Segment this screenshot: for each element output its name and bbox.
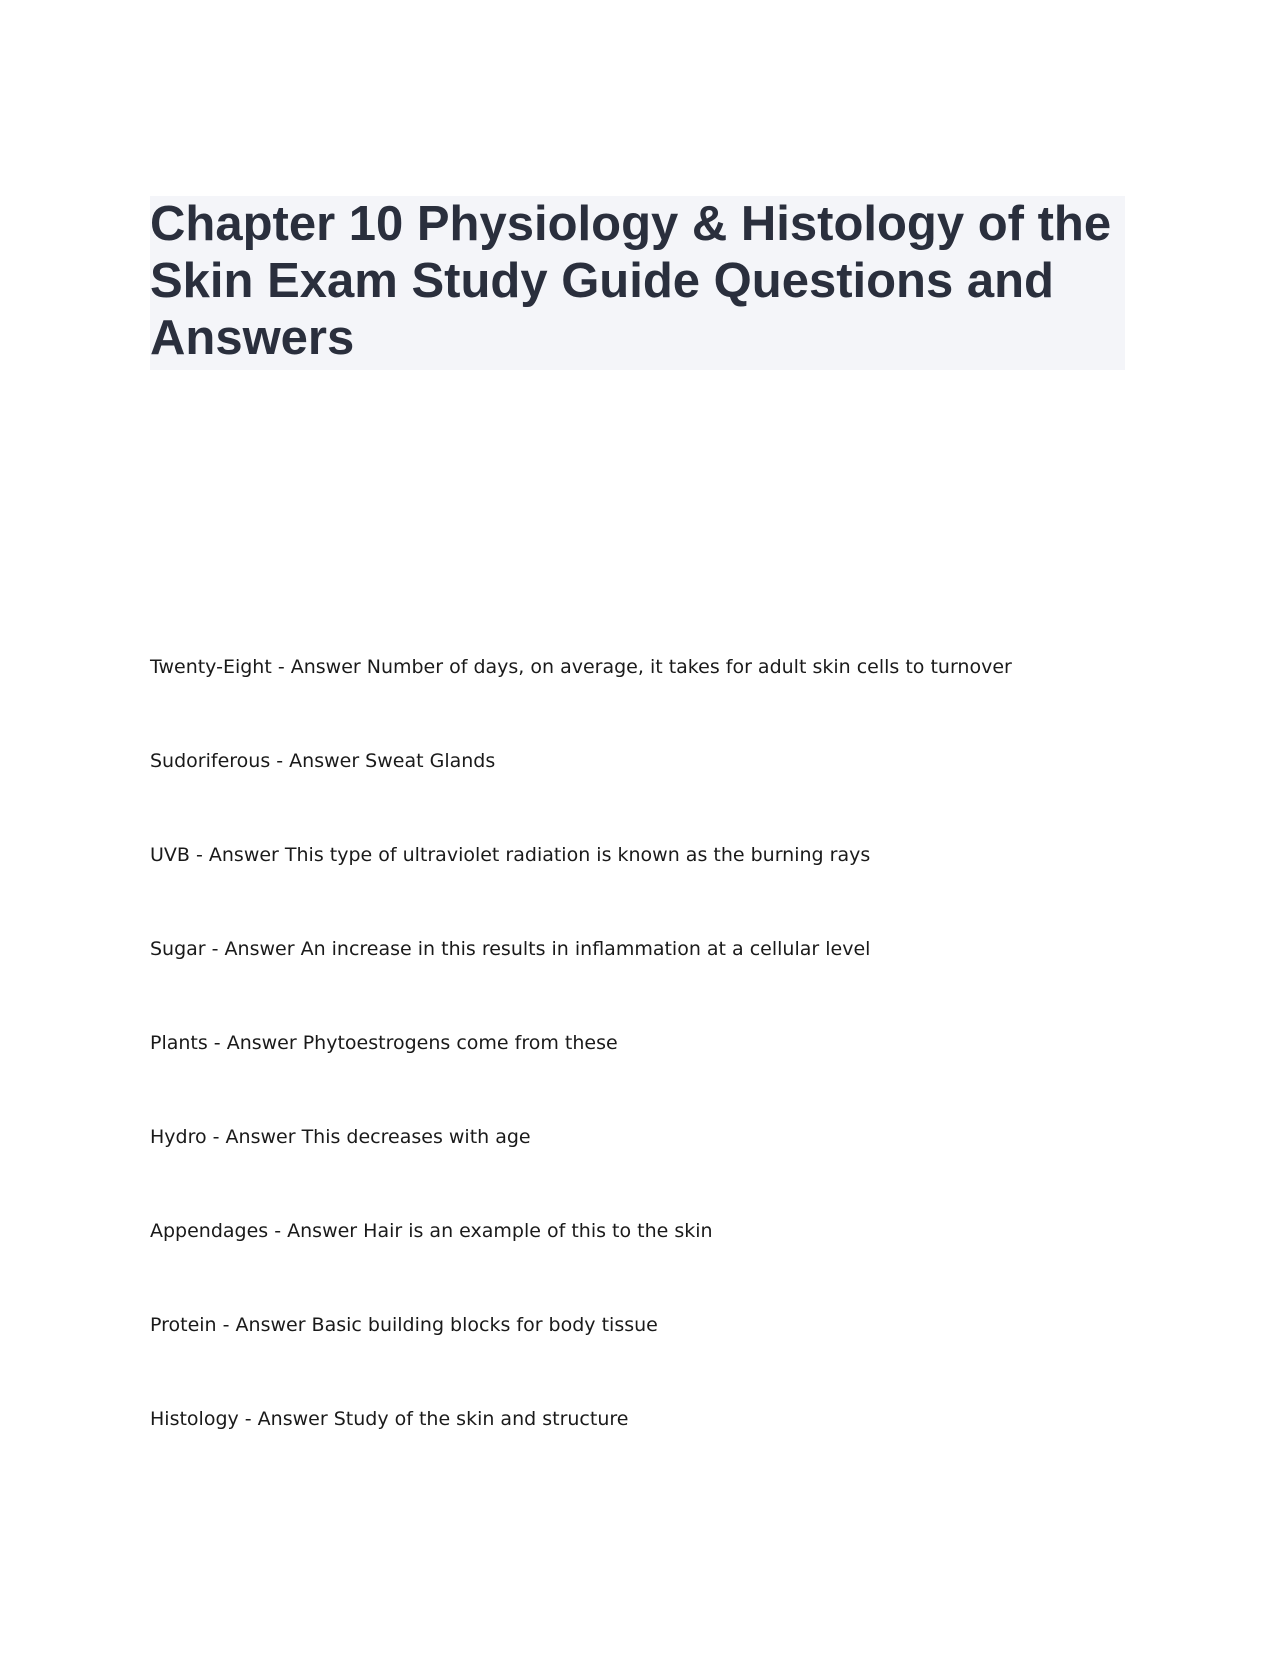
qa-item: Sudoriferous - Answer Sweat Glands: [150, 750, 496, 772]
title-block: [150, 196, 1125, 370]
qa-item: Appendages - Answer Hair is an example of this to the skin: [150, 1220, 713, 1242]
qa-item: Plants - Answer Phytoestrogens come from these: [150, 1032, 618, 1054]
qa-item: UVB - Answer This type of ultraviolet radiation is known as the burning rays: [150, 844, 871, 866]
qa-item: Hydro - Answer This decreases with age: [150, 1126, 531, 1148]
qa-item: Twenty-Eight - Answer Number of days, on average, it takes for adult skin cells to turnover: [150, 656, 1012, 678]
qa-item: Protein - Answer Basic building blocks for body tissue: [150, 1314, 658, 1336]
qa-item: Histology - Answer Study of the skin and structure: [150, 1408, 629, 1430]
document-title: Chapter 10 Physiology & Histology of the Skin Exam Study Guide Questions and Answers: [150, 197, 1112, 365]
qa-list: [150, 650, 1150, 1496]
qa-item: Sugar - Answer An increase in this results in inflammation at a cellular level: [150, 938, 871, 960]
